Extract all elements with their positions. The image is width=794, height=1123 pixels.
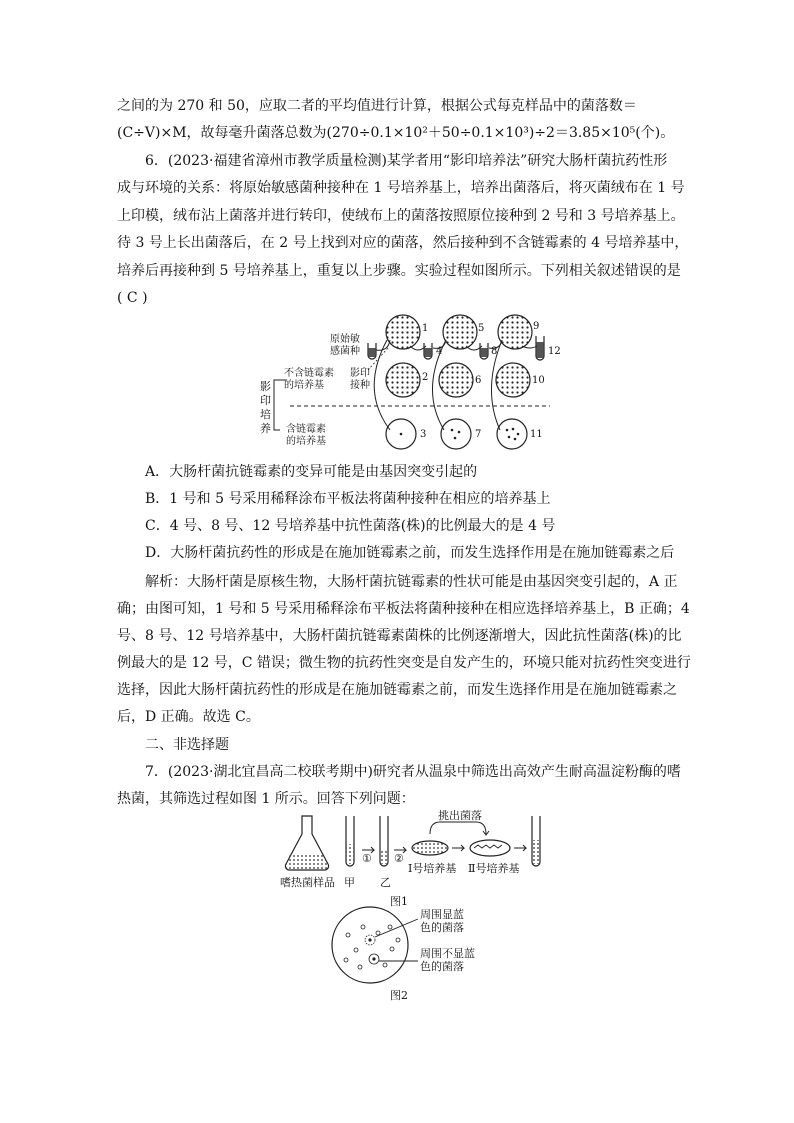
num-12: 12 <box>548 346 561 357</box>
analysis-line-5: 选择，因此大肠杆菌抗药性的形成是在施加链霉素之前，而发生选择作用是在施加链霉素之 <box>117 682 677 698</box>
num-8: 8 <box>491 346 498 357</box>
num-9: 9 <box>533 321 540 332</box>
label-replica-2: 接种 <box>350 380 370 391</box>
plate-11 <box>497 419 527 449</box>
q6-line-5: 培养后再接种到 5 号培养基上，重复以上步骤。实验过程如图所示。下列相关叙述错误的是 <box>117 263 681 279</box>
q6-line-4: 待 3 号上长出菌落后，在 2 号上找到对应的菌落，然后接种到不含链霉素的 4 号培养基中， <box>117 235 689 251</box>
fig1-medium1-label: Ⅰ号培养基 <box>408 862 457 875</box>
plate-2 <box>386 363 420 397</box>
replica-plating-figure <box>250 310 580 460</box>
option-c: C．4 号、8 号、12 号培养基中抗性菌落(株)的比例最大的是 4 号 <box>145 518 556 534</box>
fig1-step1-label: ① <box>362 852 372 865</box>
label-no-strep-2: 的培养基 <box>284 380 324 391</box>
section-title: 二、非选择题 <box>145 737 229 753</box>
plate-10 <box>496 363 530 397</box>
petri-dish <box>332 907 408 983</box>
plate-9 <box>498 315 532 349</box>
q6-line-2: 成与环境的关系：将原始敏感菌种接种在 1 号培养基上，培养出菌落后，将灭菌绒布在 1 号 <box>117 180 685 196</box>
q7-line-2: 热菌，其筛选过程如图 1 所示。回答下列问题： <box>117 791 415 807</box>
screening-figure-1 <box>280 810 560 895</box>
fig1-caption: 图1 <box>390 895 408 908</box>
analysis-line-2: 确；由图可知，1 号和 5 号采用稀释涂布平板法将菌种接种在相应选择培养基上，B 正确；4 <box>117 601 690 617</box>
analysis-line-3: 号、8 号、12 号培养基中，大肠杆菌抗链霉素菌株的比例逐渐增大，因此抗性菌落(株)的比 <box>117 628 682 644</box>
num-4: 4 <box>436 346 443 357</box>
intro-line-2: (C÷V)×M，故每毫升菌落总数为(270÷0.1×10²＋50÷0.1×10³)÷2＝3.85×10⁵(个)。 <box>117 125 675 141</box>
analysis-line-6: 后，D 正确。故选 C。 <box>117 709 260 725</box>
fig2-caption: 图2 <box>390 989 408 1002</box>
option-d: D．大肠杆菌抗药性的形成是在施加链霉素之前，而发生选择作用是在施加链霉素之后 <box>145 545 675 561</box>
fig1-jia-label: 甲 <box>344 876 355 889</box>
label-vertical-0: 影 <box>260 380 271 393</box>
screening-figure-2 <box>330 905 490 987</box>
num-6: 6 <box>475 375 482 386</box>
plate-5 <box>443 315 477 349</box>
label-vertical-1: 印 <box>260 394 271 407</box>
analysis-line-1: 解析：大肠杆菌是原核生物，大肠杆菌抗链霉素的性状可能是由基因突变引起的，A 正 <box>145 574 678 590</box>
plate-medium-1 <box>412 841 448 855</box>
fig2-noblue-label-2: 色的菌落 <box>420 960 464 973</box>
plate-7 <box>441 419 471 449</box>
num-3: 3 <box>420 429 427 440</box>
num-10: 10 <box>532 375 545 386</box>
analysis-line-4: 例最大的是 12 号，C 错误；微生物的抗药性突变是自发产生的，环境只能对抗药性突变进行 <box>117 655 691 671</box>
fig1-yi-label: 乙 <box>380 876 391 889</box>
intro-line-1: 之间的为 270 和 50，应取二者的平均值进行计算，根据公式每克样品中的菌落数＝ <box>117 98 637 114</box>
plate-1 <box>386 315 420 349</box>
label-with-strep-2: 的培养基 <box>286 436 326 447</box>
label-vertical-3: 养 <box>260 422 271 435</box>
label-original-2: 感菌种 <box>330 346 360 357</box>
q6-answer: ( C ) <box>117 290 148 306</box>
q6-line-3: 上印模，绒布沾上菌落并进行转印，使绒布上的菌落按照原位接种到 2 号和 3 号培养基上。 <box>117 208 685 224</box>
label-with-strep-1: 含链霉素 <box>286 424 326 435</box>
num-11: 11 <box>530 429 543 440</box>
fig1-medium2-label: Ⅱ号培养基 <box>468 862 520 875</box>
label-original-1: 原始敏 <box>330 334 360 345</box>
fig1-sample-label: 嗜热菌样品 <box>280 876 335 889</box>
num-7: 7 <box>475 429 482 440</box>
q7-line-1: 7．(2023·湖北宜昌高二校联考期中)研究者从温泉中筛选出高效产生耐高温淀粉酶的嗜 <box>145 764 681 780</box>
q6-line-1: 6．(2023·福建省漳州市教学质量检测)某学者用“影印培养法”研究大肠杆菌抗药性形 <box>145 153 668 169</box>
fig2-blue-label-1: 周围显蓝 <box>420 908 464 921</box>
fig1-step2-label: ② <box>394 852 404 865</box>
label-no-strep-1: 不含链霉素 <box>284 368 334 379</box>
option-a: A．大肠杆菌抗链霉素的变异可能是由基因突变引起的 <box>145 464 478 480</box>
num-1: 1 <box>422 323 429 334</box>
fig2-blue-label-2: 色的菌落 <box>420 921 464 934</box>
num-5: 5 <box>478 323 485 334</box>
fig2-noblue-label-1: 周围不显蓝 <box>420 947 475 960</box>
num-2: 2 <box>422 372 429 383</box>
option-b: B．1 号和 5 号采用稀释涂布平板法将菌种接种在相应的培养基上 <box>145 491 551 507</box>
label-vertical-2: 培 <box>260 408 271 421</box>
fig1-pick-label: 挑出菌落 <box>438 810 482 822</box>
plate-6 <box>439 363 473 397</box>
label-replica-1: 影印 <box>350 368 370 379</box>
